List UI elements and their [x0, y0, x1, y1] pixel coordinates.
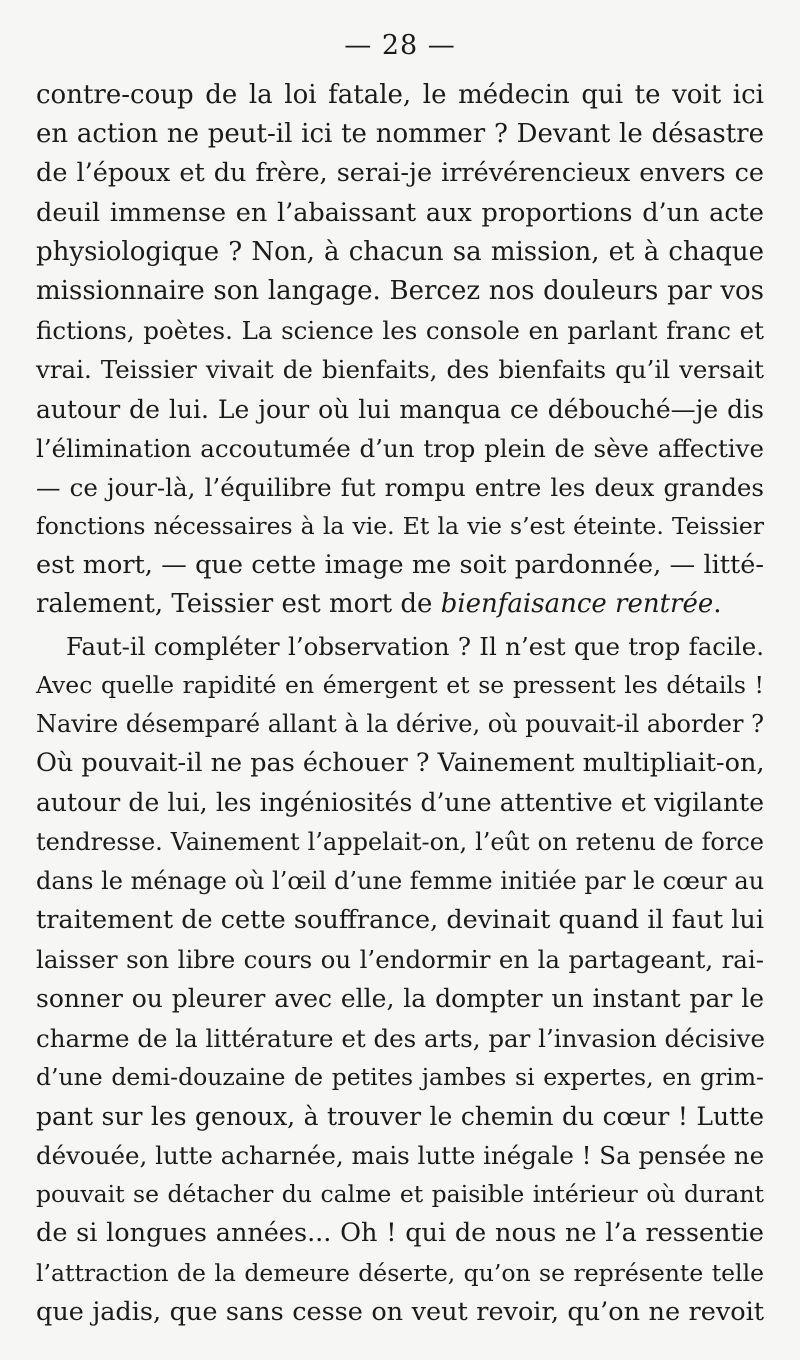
text-line: Avec quelle rapidité en émergent et se pressent les détails ! [36, 670, 764, 699]
text-line: physiologique ? Non, à chacun sa mission, et à chaque [36, 236, 764, 267]
text-line: d’une demi-douzaine de petites jambes si expertes, en grim- [36, 1062, 764, 1091]
text-line: Navire désemparé allant à la dérive, où pouvait-il aborder ? [36, 710, 764, 738]
text-line: dévouée, lutte acharnée, mais lutte inégale ! Sa pensée ne [36, 1141, 765, 1171]
text-line: pouvait se détacher du calme et paisible intérieur où durant [36, 1180, 764, 1209]
text-line: — ce jour-là, l’équilibre fut rompu entre les deux grandes [36, 472, 764, 502]
text-line: l’élimination accoutumée d’un trop plein de sève affective [36, 433, 764, 463]
text-line-last [36, 585, 764, 624]
text-line: en action ne peut-il ici te nommer ? Devant le désastre [36, 119, 764, 150]
line-suffix: . [713, 589, 722, 620]
text-line: deuil immense en l’abaissant aux proportions d’un acte [36, 197, 764, 228]
text-line: que jadis, que sans cesse on veut revoir, qu’on ne revoit [36, 1296, 764, 1327]
text-line: est mort, — que cette image me soit pardonnée, — litté- [36, 550, 764, 581]
text-line: Faut-il compléter l’observation ? Il n’est que trop facile. [66, 631, 764, 661]
text-line: l’attraction de la demeure déserte, qu’on se représente telle [36, 1258, 764, 1287]
body-text [36, 76, 764, 1332]
page-number: — 28 — [344, 30, 456, 61]
text-line: de l’époux et du frère, serai-je irrévérencieux envers ce [36, 158, 764, 189]
emphasis-text: bienfaisance rentrée [440, 589, 714, 620]
text-line: autour de lui, les ingéniosités d’une attentive et vigilante [36, 788, 764, 818]
text-line: fonctions nécessaires à la vie. Et la vie s’est éteinte. Teissier [36, 512, 764, 541]
text-line: tendresse. Vainement l’appelait-on, l’eût on retenu de force [36, 827, 764, 856]
paragraph-2 [36, 627, 764, 1332]
text-line: Où pouvait-il ne pas échouer ? Vainement multipliait-on, [36, 748, 765, 779]
text-line: de si longues années... Oh ! qui de nous ne l’a ressentie [36, 1218, 764, 1249]
line-prefix: ralement, Teissier est mort de [36, 589, 441, 620]
text-line: fictions, poètes. La science les console en parlant franc et [36, 316, 764, 346]
text-line: pant sur les genoux, à trouver le chemin du cœur ! Lutte [36, 1101, 764, 1131]
text-line: laisser son libre cours ou l’endormir en la partageant, rai- [36, 945, 764, 975]
paragraph-1 [36, 76, 764, 625]
text-line: missionnaire son langage. Bercez nos douleurs par vos [36, 275, 764, 306]
text-line: vrai. Teissier vivait de bienfaits, des bienfaits qu’il versait [36, 355, 764, 385]
text-line: charme de la littérature et des arts, par l’invasion décisive [36, 1023, 766, 1053]
text-line: autour de lui. Le jour où lui manqua ce débouché—je dis [36, 394, 764, 424]
text-line: dans le ménage où l’œil d’une femme initiée par le cœur au [36, 866, 765, 895]
text-line: traitement de cette souffrance, devinait quand il faut lui [36, 904, 764, 935]
text-line: sonner ou pleurer avec elle, la dompter un instant par le [36, 984, 764, 1014]
text-line: contre-coup de la loi fatale, le médecin qui te voit ici [36, 80, 764, 110]
